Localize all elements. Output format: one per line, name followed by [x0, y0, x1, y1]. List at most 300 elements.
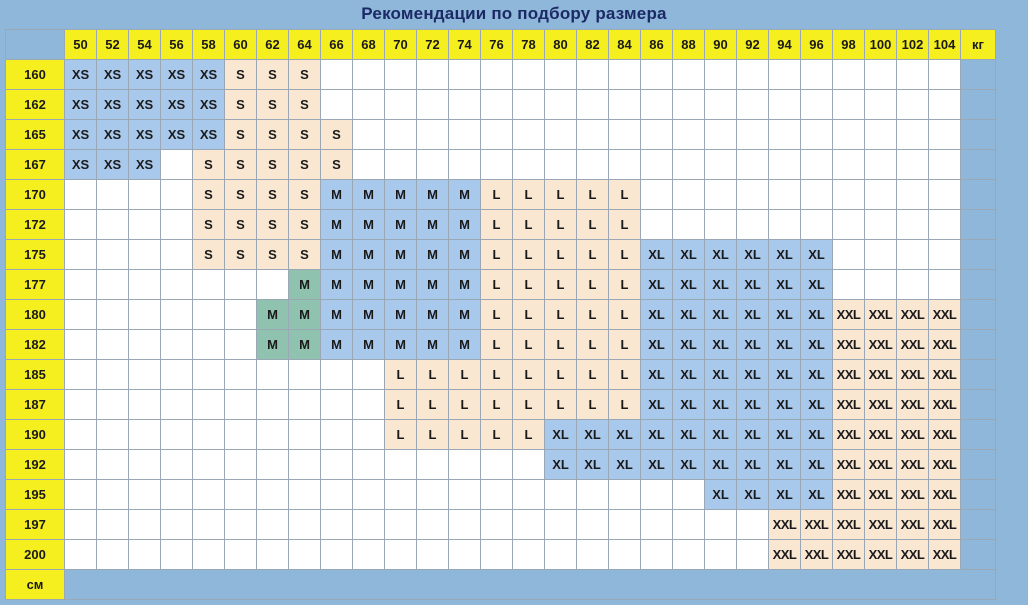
size-cell: L [577, 330, 609, 360]
size-cell: M [385, 240, 417, 270]
empty-cell [417, 480, 449, 510]
size-cell: L [513, 390, 545, 420]
empty-cell [705, 60, 737, 90]
size-cell: XS [129, 150, 161, 180]
row-tail-spacer [961, 390, 996, 420]
empty-cell [353, 450, 385, 480]
empty-cell [641, 90, 673, 120]
size-cell: S [257, 150, 289, 180]
table-row [6, 390, 996, 420]
size-cell: L [577, 300, 609, 330]
empty-cell [161, 390, 193, 420]
empty-cell [385, 120, 417, 150]
row-header-height: 192 [6, 450, 65, 480]
empty-cell [545, 510, 577, 540]
empty-cell [97, 210, 129, 240]
column-header-weight: 96 [801, 30, 833, 60]
empty-cell [257, 480, 289, 510]
empty-cell [193, 540, 225, 570]
empty-cell [65, 390, 97, 420]
size-cell: XL [705, 420, 737, 450]
table-row [6, 150, 996, 180]
empty-cell [449, 480, 481, 510]
empty-cell [641, 480, 673, 510]
size-cell: L [577, 210, 609, 240]
size-cell: XL [641, 390, 673, 420]
size-cell: XL [641, 360, 673, 390]
size-cell: XS [161, 90, 193, 120]
size-cell: XL [673, 300, 705, 330]
size-cell: L [545, 300, 577, 330]
empty-cell [65, 330, 97, 360]
empty-cell [545, 540, 577, 570]
height-unit-label: см [6, 570, 65, 600]
column-header-weight: 78 [513, 30, 545, 60]
size-cell: XL [801, 300, 833, 330]
empty-cell [353, 480, 385, 510]
size-cell: XXL [897, 420, 929, 450]
column-header-weight: 80 [545, 30, 577, 60]
column-header-weight: 72 [417, 30, 449, 60]
empty-cell [641, 510, 673, 540]
size-cell: XL [673, 240, 705, 270]
size-cell: M [353, 270, 385, 300]
empty-cell [289, 480, 321, 510]
size-cell: XL [545, 450, 577, 480]
size-cell: XL [641, 450, 673, 480]
size-cell: XL [545, 420, 577, 450]
size-cell: L [577, 360, 609, 390]
row-tail-spacer [961, 420, 996, 450]
size-cell: M [417, 240, 449, 270]
empty-cell [641, 540, 673, 570]
page-title: Рекомендации по подбору размера [361, 4, 667, 23]
empty-cell [417, 120, 449, 150]
empty-cell [513, 540, 545, 570]
empty-cell [705, 210, 737, 240]
empty-cell [129, 330, 161, 360]
empty-cell [737, 510, 769, 540]
size-cell: XXL [833, 480, 865, 510]
empty-cell [609, 120, 641, 150]
column-header-weight: 74 [449, 30, 481, 60]
empty-cell [289, 450, 321, 480]
size-cell: XXL [897, 480, 929, 510]
size-cell: XXL [929, 420, 961, 450]
empty-cell [705, 150, 737, 180]
size-cell: XXL [929, 510, 961, 540]
row-header-height: 177 [6, 270, 65, 300]
size-cell: L [545, 210, 577, 240]
size-cell: M [321, 300, 353, 330]
empty-cell [65, 360, 97, 390]
empty-cell [65, 480, 97, 510]
row-header-height: 195 [6, 480, 65, 510]
size-cell: S [193, 240, 225, 270]
size-cell: XL [769, 450, 801, 480]
empty-cell [129, 360, 161, 390]
size-cell: L [481, 390, 513, 420]
empty-cell [353, 360, 385, 390]
size-cell: XXL [929, 450, 961, 480]
empty-cell [513, 120, 545, 150]
size-cell: M [321, 210, 353, 240]
size-cell: XS [65, 90, 97, 120]
empty-cell [481, 150, 513, 180]
size-cell: M [417, 300, 449, 330]
table-row [6, 270, 996, 300]
row-tail-spacer [961, 210, 996, 240]
empty-cell [673, 150, 705, 180]
empty-cell [641, 60, 673, 90]
size-cell: S [289, 240, 321, 270]
empty-cell [161, 450, 193, 480]
empty-cell [129, 180, 161, 210]
row-tail-spacer [961, 480, 996, 510]
row-header-height: 187 [6, 390, 65, 420]
empty-cell [801, 210, 833, 240]
empty-cell [833, 60, 865, 90]
empty-cell [737, 120, 769, 150]
empty-cell [417, 450, 449, 480]
size-cell: M [385, 330, 417, 360]
row-tail-spacer [961, 300, 996, 330]
size-cell: M [321, 240, 353, 270]
empty-cell [737, 210, 769, 240]
row-header-height: 167 [6, 150, 65, 180]
size-cell: L [449, 360, 481, 390]
empty-cell [65, 540, 97, 570]
empty-cell [129, 540, 161, 570]
empty-cell [257, 420, 289, 450]
size-cell: L [545, 360, 577, 390]
empty-cell [929, 150, 961, 180]
table-footer-row [6, 570, 996, 600]
empty-cell [321, 60, 353, 90]
empty-cell [801, 120, 833, 150]
empty-cell [417, 90, 449, 120]
size-cell: XS [97, 60, 129, 90]
column-header-weight: 94 [769, 30, 801, 60]
empty-cell [65, 180, 97, 210]
table-row [6, 90, 996, 120]
empty-cell [97, 300, 129, 330]
column-header-weight: 68 [353, 30, 385, 60]
empty-cell [321, 390, 353, 420]
size-cell: XL [737, 330, 769, 360]
size-cell: XXL [865, 300, 897, 330]
column-header-weight: 90 [705, 30, 737, 60]
empty-cell [385, 150, 417, 180]
size-cell: XL [769, 360, 801, 390]
size-cell: S [289, 60, 321, 90]
weight-unit-label: кг [961, 30, 996, 60]
size-cell: M [321, 180, 353, 210]
table-row [6, 330, 996, 360]
empty-cell [929, 180, 961, 210]
empty-cell [385, 510, 417, 540]
empty-cell [289, 420, 321, 450]
size-cell: M [449, 180, 481, 210]
size-cell: XXL [833, 360, 865, 390]
empty-cell [161, 270, 193, 300]
size-cell: M [321, 330, 353, 360]
size-cell: L [481, 420, 513, 450]
size-cell: XXL [801, 540, 833, 570]
empty-cell [97, 180, 129, 210]
size-cell: XL [801, 390, 833, 420]
empty-cell [833, 150, 865, 180]
empty-cell [417, 540, 449, 570]
column-header-weight: 92 [737, 30, 769, 60]
empty-cell [193, 510, 225, 540]
row-tail-spacer [961, 360, 996, 390]
column-header-weight: 60 [225, 30, 257, 60]
size-cell: L [449, 390, 481, 420]
empty-cell [289, 540, 321, 570]
size-cell: XL [609, 450, 641, 480]
empty-cell [897, 180, 929, 210]
empty-cell [225, 510, 257, 540]
table-row [6, 480, 996, 510]
empty-cell [161, 420, 193, 450]
size-cell: XL [673, 360, 705, 390]
size-cell: XXL [769, 540, 801, 570]
size-cell: XL [609, 420, 641, 450]
size-cell: XL [705, 240, 737, 270]
empty-cell [801, 180, 833, 210]
size-cell: L [545, 390, 577, 420]
size-cell: L [609, 240, 641, 270]
empty-cell [193, 420, 225, 450]
size-cell: M [289, 300, 321, 330]
size-cell: L [417, 360, 449, 390]
row-header-height: 190 [6, 420, 65, 450]
empty-cell [321, 420, 353, 450]
size-cell: S [225, 60, 257, 90]
size-cell: XS [161, 60, 193, 90]
size-cell: M [385, 270, 417, 300]
size-cell: XS [193, 90, 225, 120]
size-cell: S [257, 210, 289, 240]
empty-cell [609, 60, 641, 90]
table-row [6, 450, 996, 480]
column-header-weight: 62 [257, 30, 289, 60]
empty-cell [801, 90, 833, 120]
empty-cell [161, 180, 193, 210]
table-row [6, 120, 996, 150]
size-cell: XXL [929, 330, 961, 360]
size-cell: XL [801, 330, 833, 360]
empty-cell [769, 180, 801, 210]
size-cell: L [577, 240, 609, 270]
size-cell: L [545, 240, 577, 270]
empty-cell [513, 60, 545, 90]
empty-cell [65, 210, 97, 240]
empty-cell [673, 540, 705, 570]
size-cell: XL [673, 270, 705, 300]
table-row [6, 540, 996, 570]
empty-cell [257, 450, 289, 480]
empty-cell [545, 90, 577, 120]
row-header-height: 165 [6, 120, 65, 150]
size-cell: XL [705, 450, 737, 480]
empty-cell [321, 90, 353, 120]
row-tail-spacer [961, 120, 996, 150]
empty-cell [321, 360, 353, 390]
empty-cell [641, 180, 673, 210]
size-cell: XL [769, 420, 801, 450]
size-cell: L [481, 240, 513, 270]
size-cell: XS [129, 60, 161, 90]
size-cell: S [193, 210, 225, 240]
size-cell: S [257, 120, 289, 150]
empty-cell [385, 540, 417, 570]
empty-cell [225, 270, 257, 300]
empty-cell [161, 150, 193, 180]
column-header-weight: 100 [865, 30, 897, 60]
empty-cell [609, 540, 641, 570]
empty-cell [833, 90, 865, 120]
size-cell: L [481, 330, 513, 360]
empty-cell [129, 480, 161, 510]
empty-cell [161, 210, 193, 240]
empty-cell [513, 510, 545, 540]
size-cell: XS [161, 120, 193, 150]
size-cell: M [353, 180, 385, 210]
size-cell: S [257, 60, 289, 90]
empty-cell [65, 450, 97, 480]
size-cell: M [417, 180, 449, 210]
empty-cell [161, 360, 193, 390]
empty-cell [257, 360, 289, 390]
row-header-height: 162 [6, 90, 65, 120]
empty-cell [737, 90, 769, 120]
empty-cell [577, 60, 609, 90]
size-cell: L [609, 180, 641, 210]
size-cell: XXL [897, 510, 929, 540]
size-cell: M [289, 270, 321, 300]
table-row [6, 210, 996, 240]
size-cell: XXL [865, 360, 897, 390]
empty-cell [321, 450, 353, 480]
size-cell: S [321, 150, 353, 180]
size-cell: XS [97, 150, 129, 180]
column-header-weight: 98 [833, 30, 865, 60]
empty-cell [673, 90, 705, 120]
row-header-height: 175 [6, 240, 65, 270]
size-cell: M [449, 210, 481, 240]
empty-cell [897, 150, 929, 180]
empty-cell [161, 240, 193, 270]
empty-cell [193, 480, 225, 510]
table-row [6, 420, 996, 450]
row-header-height: 197 [6, 510, 65, 540]
empty-cell [353, 90, 385, 120]
empty-cell [641, 120, 673, 150]
row-tail-spacer [961, 90, 996, 120]
size-cell: L [577, 390, 609, 420]
column-header-weight: 50 [65, 30, 97, 60]
size-cell: XXL [929, 480, 961, 510]
size-cell: XL [769, 330, 801, 360]
empty-cell [897, 210, 929, 240]
column-header-weight: 58 [193, 30, 225, 60]
size-cell: L [545, 180, 577, 210]
empty-cell [225, 330, 257, 360]
empty-cell [353, 540, 385, 570]
size-cell: L [385, 360, 417, 390]
size-cell: L [513, 270, 545, 300]
empty-cell [65, 240, 97, 270]
empty-cell [97, 450, 129, 480]
empty-cell [865, 120, 897, 150]
size-cell: S [289, 120, 321, 150]
size-cell: L [609, 270, 641, 300]
empty-cell [737, 540, 769, 570]
empty-cell [289, 390, 321, 420]
empty-cell [417, 510, 449, 540]
size-cell: M [289, 330, 321, 360]
empty-cell [673, 180, 705, 210]
empty-cell [929, 120, 961, 150]
column-header-weight: 82 [577, 30, 609, 60]
empty-cell [641, 150, 673, 180]
empty-cell [161, 330, 193, 360]
empty-cell [193, 300, 225, 330]
empty-cell [385, 480, 417, 510]
table-row [6, 510, 996, 540]
empty-cell [577, 150, 609, 180]
empty-cell [417, 150, 449, 180]
size-recommendation-table [5, 29, 996, 600]
size-cell: XXL [865, 540, 897, 570]
empty-cell [865, 240, 897, 270]
size-cell: S [257, 90, 289, 120]
size-cell: L [609, 210, 641, 240]
size-cell: L [545, 270, 577, 300]
empty-cell [193, 270, 225, 300]
size-cell: XL [737, 480, 769, 510]
empty-cell [897, 240, 929, 270]
size-cell: XXL [929, 300, 961, 330]
empty-cell [897, 270, 929, 300]
size-cell: XXL [865, 420, 897, 450]
table-row [6, 180, 996, 210]
empty-cell [449, 150, 481, 180]
size-cell: XL [769, 270, 801, 300]
empty-cell [225, 450, 257, 480]
row-header-height: 200 [6, 540, 65, 570]
size-cell: XS [97, 90, 129, 120]
empty-cell [737, 180, 769, 210]
size-cell: XS [129, 120, 161, 150]
size-cell: XL [641, 300, 673, 330]
size-cell: L [513, 210, 545, 240]
empty-cell [929, 240, 961, 270]
empty-cell [97, 360, 129, 390]
empty-cell [769, 150, 801, 180]
empty-cell [481, 90, 513, 120]
empty-cell [225, 420, 257, 450]
empty-cell [609, 90, 641, 120]
size-cell: XL [737, 270, 769, 300]
column-header-weight: 88 [673, 30, 705, 60]
empty-cell [161, 510, 193, 540]
empty-cell [833, 210, 865, 240]
size-cell: S [193, 150, 225, 180]
empty-cell [129, 450, 161, 480]
